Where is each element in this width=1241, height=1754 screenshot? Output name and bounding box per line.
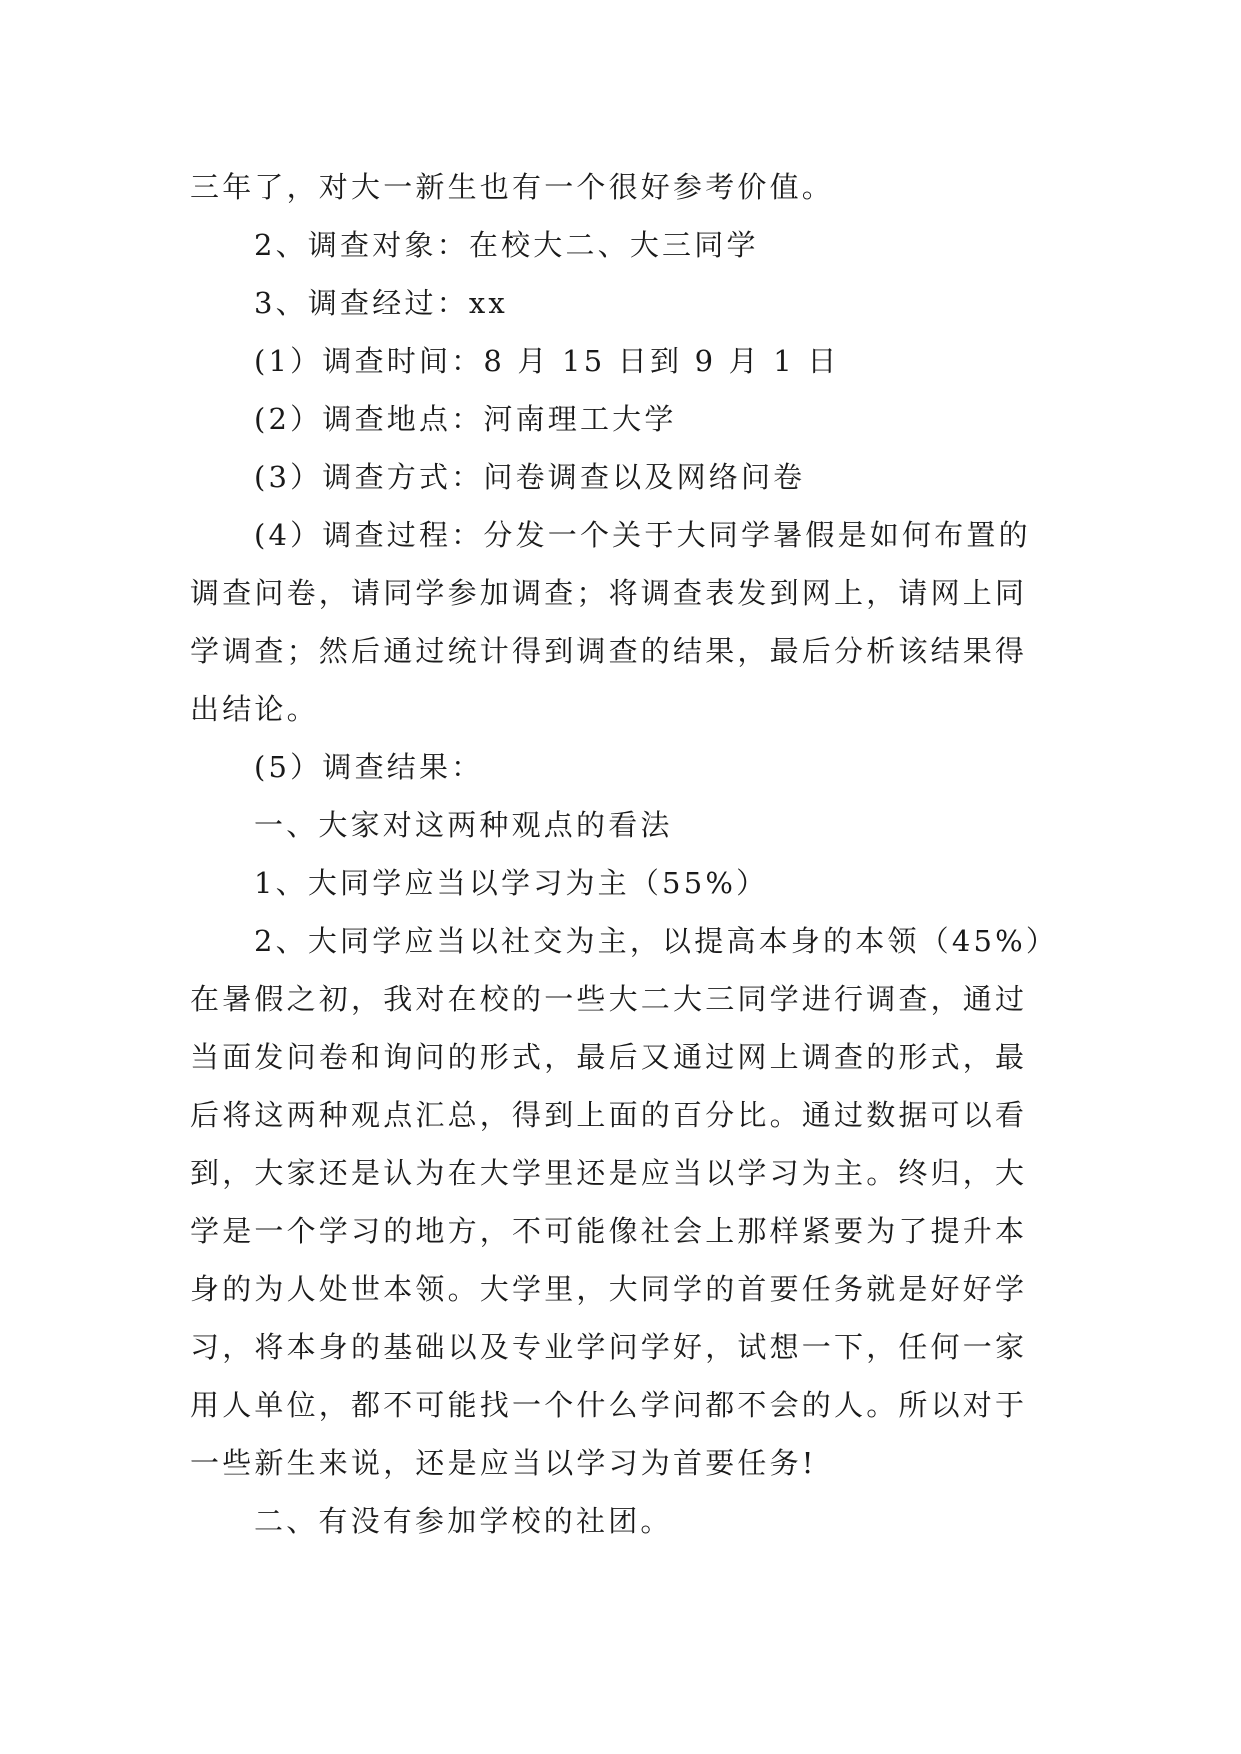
document-body bbox=[190, 158, 1059, 1550]
text-line: 用人单位，都不可能找一个什么学问都不会的人。所以对于 bbox=[190, 1388, 1028, 1422]
text-line: 一、大家对这两种观点的看法 bbox=[254, 808, 673, 842]
text-line: 身的为人处世本领。大学里，大同学的首要任务就是好好学 bbox=[190, 1272, 1028, 1306]
text-line: (3）调查方式：问卷调查以及网络问卷 bbox=[254, 460, 806, 494]
text-line: 调查问卷，请同学参加调查；将调查表发到网上，请网上同 bbox=[190, 576, 1028, 610]
text-line: 二、有没有参加学校的社团。 bbox=[254, 1504, 673, 1538]
text-line: 学是一个学习的地方，不可能像社会上那样紧要为了提升本 bbox=[190, 1214, 1028, 1248]
text-line: 2、大同学应当以社交为主，以提高本身的本领（45%） bbox=[254, 924, 1059, 958]
text-line: 三年了，对大一新生也有一个很好参考价值。 bbox=[190, 170, 835, 204]
text-line: 后将这两种观点汇总，得到上面的百分比。通过数据可以看 bbox=[190, 1098, 1028, 1132]
text-line: 3、调查经过：xx bbox=[254, 286, 508, 320]
text-line: 在暑假之初，我对在校的一些大二大三同学进行调查，通过 bbox=[190, 982, 1028, 1016]
text-line: (5）调查结果： bbox=[254, 750, 484, 784]
text-line: 习，将本身的基础以及专业学问学好，试想一下，任何一家 bbox=[190, 1330, 1028, 1364]
text-line: 出结论。 bbox=[190, 692, 319, 726]
text-line: (4）调查过程：分发一个关于大同学暑假是如何布置的 bbox=[254, 518, 1031, 552]
text-line: 学调查；然后通过统计得到调查的结果，最后分析该结果得 bbox=[190, 634, 1028, 668]
text-line: 一些新生来说，还是应当以学习为首要任务! bbox=[190, 1446, 817, 1480]
text-line: (2）调查地点：河南理工大学 bbox=[254, 402, 677, 436]
text-line: (1）调查时间：8 月 15 日到 9 月 1 日 bbox=[254, 344, 840, 378]
text-line: 1、大同学应当以学习为主（55%） bbox=[254, 866, 769, 900]
text-line: 到，大家还是认为在大学里还是应当以学习为主。终归，大 bbox=[190, 1156, 1028, 1190]
text-line: 当面发问卷和询问的形式，最后又通过网上调查的形式，最 bbox=[190, 1040, 1028, 1074]
text-line: 2、调查对象：在校大二、大三同学 bbox=[254, 228, 759, 262]
